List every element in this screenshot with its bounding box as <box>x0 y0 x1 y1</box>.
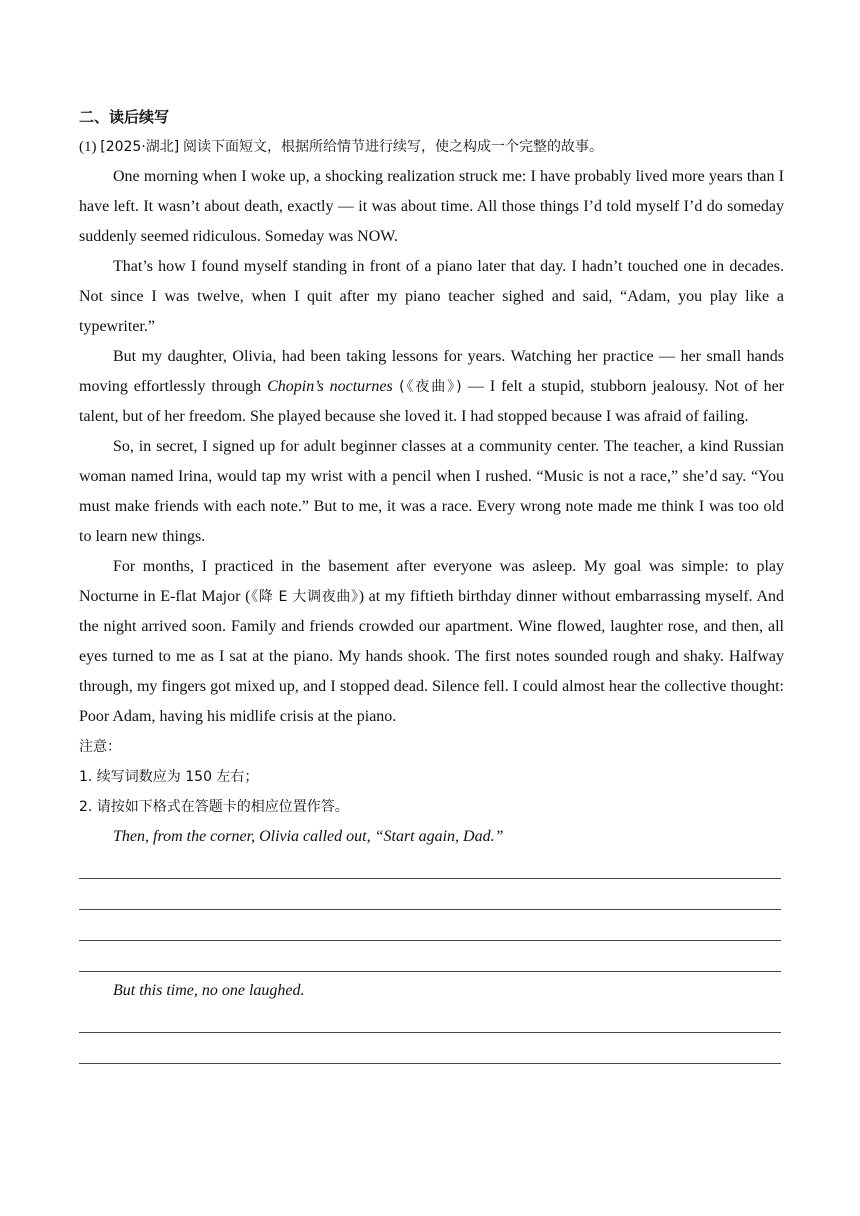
continuation-prompt-2: But this time, no one laughed. <box>113 982 305 999</box>
passage-paragraph-4: So, in secret, I signed up for adult beginner classes at a community center. The teacher, a kind Russian woman named Irina, would tap my wrist with a pencil when I rushed. “Music is not a race,” she’d say. “You must make friends with each note.” But to me, it was a race. Every wrong note made me think I was too old to learn new things. <box>79 438 784 545</box>
answer-line[interactable] <box>79 879 781 910</box>
answer-line[interactable] <box>79 1033 781 1064</box>
passage-paragraph-1: One morning when I woke up, a shocking realization struck me: I have probably lived more years than I have left. It wasn’t about death, exactly — it was about time. All those things I’d told myself I’d do someday suddenly seemed ridiculous. Someday was NOW. <box>79 168 784 245</box>
answer-line[interactable] <box>79 852 781 879</box>
note-item-1: 1. 续写词数应为 150 左右； <box>79 769 259 785</box>
answer-line[interactable] <box>79 941 781 972</box>
section-title: 二、读后续写 <box>79 108 170 126</box>
passage-p5-start: For months, I practiced in the basement after everyone was asleep. My goal was simple: to play Nocturne in E-flat Major ( <box>79 558 784 605</box>
question-source: [2025·湖北] <box>100 139 180 155</box>
passage-p3-chinese-title: (《夜曲》) <box>392 379 468 395</box>
question-number: (1) <box>79 139 97 155</box>
note-item-2: 2. 请按如下格式在答题卡的相应位置作答。 <box>79 799 349 815</box>
answer-line[interactable] <box>79 1006 781 1033</box>
passage-paragraph-5 <box>79 552 784 732</box>
passage-paragraph-2: That’s how I found myself standing in front of a piano later that day. I hadn’t touched one in decades. Not since I was twelve, when I quit after my piano teacher sighed and said, “Adam, you play like a typewriter.” <box>79 258 784 335</box>
passage-p5-chinese-title: 《降 E 大调夜曲》 <box>250 589 359 605</box>
passage-paragraph-3 <box>79 342 784 432</box>
passage-p3-italic-title: Chopin’s nocturnes <box>267 378 393 395</box>
question-header <box>79 132 784 162</box>
notes-heading: 注意： <box>79 739 121 755</box>
passage-p3-start: But my daughter, Olivia, had been taking lessons for years. Watching her practice — her small hands moving effortlessly through <box>79 348 784 395</box>
passage-p3-end: — I felt a stupid, stubborn jealousy. Not of her talent, but of her freedom. She played because she loved it. I had stopped because I was afraid of failing. <box>79 378 785 425</box>
passage-p5-end: ) at my fiftieth birthday dinner without embarrassing myself. And the night arrived soon. Family and friends crowded our apartment. Wine flowed, laughter rose, and then, all eyes turned to me as I sat at the piano. My hands shook. The first notes sounded rough and shaky. Halfway through, my fingers got mixed up, and I stopped dead. Silence fell. I could almost hear the collective thought: Poor Adam, having his midlife crisis at the piano. <box>79 588 785 725</box>
question-instruction: 阅读下面短文，根据所给情节进行续写，使之构成一个完整的故事。 <box>183 139 604 155</box>
continuation-prompt-1: Then, from the corner, Olivia called out, “Start again, Dad.” <box>113 828 504 845</box>
answer-line[interactable] <box>79 910 781 941</box>
document-body <box>79 102 784 1064</box>
